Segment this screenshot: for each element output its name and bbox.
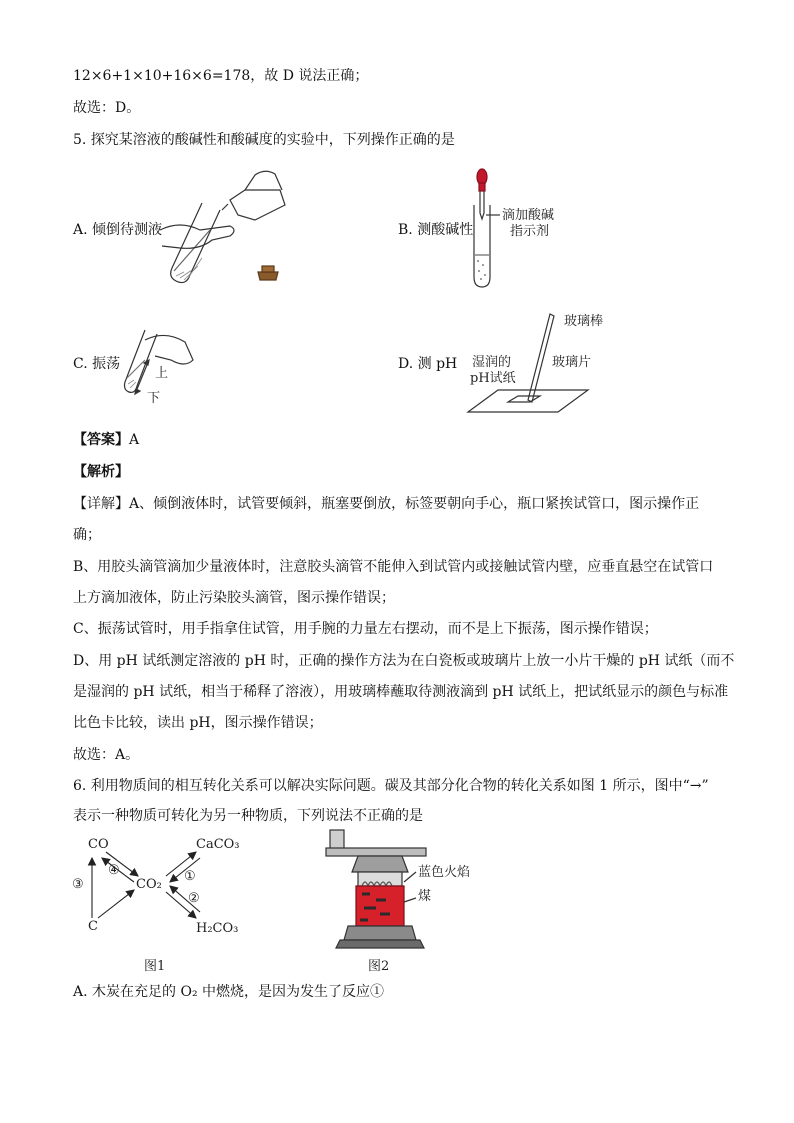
answer-line xyxy=(73,430,139,450)
detail-b-2: 上方滴加液体，防止污染胶头滴管，图示操作错误； xyxy=(73,590,395,606)
b-label-drop: 滴加酸碱 xyxy=(502,208,555,223)
detail-c: C、振荡试管时，用手指拿住试管，用手腕的力量左右摆动，而不是上下振荡，图示操作错误； xyxy=(73,621,658,637)
figure-b-dropper xyxy=(468,165,558,290)
detail-d-1: D、用 pH 试纸测定溶液的 pH 时，正确的操作方法为在白瓷板或玻璃片上放一小片干燥的 pH 试纸（而不 xyxy=(73,653,735,669)
detail-d-3: 比色卡比较，读出 pH，图示操作错误； xyxy=(73,715,323,731)
q6-stem-1: 6. 利用物质间的相互转化关系可以解决实际问题。碳及其部分化合物的转化关系如图 1 所示，图中“→” xyxy=(73,778,709,794)
node-h2co3: H₂CO₃ xyxy=(196,921,239,936)
figure-1-caption: 图1 xyxy=(144,959,166,974)
d-label-ph-paper: pH试纸 xyxy=(470,371,516,386)
figure-2-stove xyxy=(320,828,480,978)
answer-value: A xyxy=(129,432,140,448)
q5-option-a: A. 倾倒待测液 xyxy=(73,222,163,238)
figure-2-caption: 图2 xyxy=(368,959,390,974)
label-blue-flame: 蓝色火焰 xyxy=(418,865,471,880)
q5-option-b: B. 测酸碱性 xyxy=(398,222,474,238)
label-reaction-1: ① xyxy=(184,869,196,884)
q5-option-c: C. 振荡 xyxy=(73,356,121,372)
previous-choice: 故选：D。 xyxy=(73,100,141,116)
d-label-glass: 玻璃片 xyxy=(552,355,592,370)
figure-c-shaking xyxy=(115,320,205,410)
q5-stem: 5. 探究某溶液的酸碱性和酸碱度的实验中，下列操作正确的是 xyxy=(73,132,455,148)
q6-stem-2: 表示一种物质可转化为另一种物质，下列说法不正确的是 xyxy=(73,808,423,824)
label-coal: 煤 xyxy=(418,889,432,904)
d-label-wet: 湿润的 xyxy=(472,355,512,370)
node-caco3: CaCO₃ xyxy=(196,837,240,852)
label-reaction-4: ④ xyxy=(108,863,120,878)
node-co: CO xyxy=(88,837,109,852)
node-c: C xyxy=(88,919,98,934)
figure-a-pouring xyxy=(160,160,300,290)
d-label-rod: 玻璃棒 xyxy=(564,314,604,329)
b-label-indicator: 指示剂 xyxy=(510,224,550,239)
figure-d-ph-test xyxy=(468,310,648,420)
detail-d-2: 是湿润的 pH 试纸，相当于稀释了溶液），用玻璃棒蘸取待测液滴到 pH 试纸上，把试纸显示的颜色与标准 xyxy=(73,684,729,700)
q5-option-d: D. 测 pH xyxy=(398,356,458,372)
analysis-label: 【解析】 xyxy=(73,464,129,480)
figure-1-conversion xyxy=(70,830,260,980)
detail-b-1: B、用胶头滴管滴加少量液体时，注意胶头滴管不能伸入到试管内或接触试管内壁，应垂直悬空在试管口 xyxy=(73,559,714,575)
label-reaction-3: ③ xyxy=(72,877,84,892)
q5-choice: 故选：A。 xyxy=(73,747,140,763)
c-label-down: 下 xyxy=(147,391,161,406)
detail-a-2: 确； xyxy=(73,527,101,543)
detail-a-1: 【详解】A、倾倒液体时，试管要倾斜，瓶塞要倒放，标签要朝向手心，瓶口紧挨试管口，图示操作正 xyxy=(73,496,700,512)
node-co2: CO₂ xyxy=(136,877,162,892)
formula-line: 12×6+1×10+16×6=178，故 D 说法正确； xyxy=(73,68,369,84)
answer-label: 【答案】 xyxy=(73,432,129,448)
c-label-up: 上 xyxy=(155,366,169,381)
q6-option-a: A. 木炭在充足的 O₂ 中燃烧，是因为发生了反应① xyxy=(73,984,384,1000)
label-reaction-2: ② xyxy=(188,891,200,906)
